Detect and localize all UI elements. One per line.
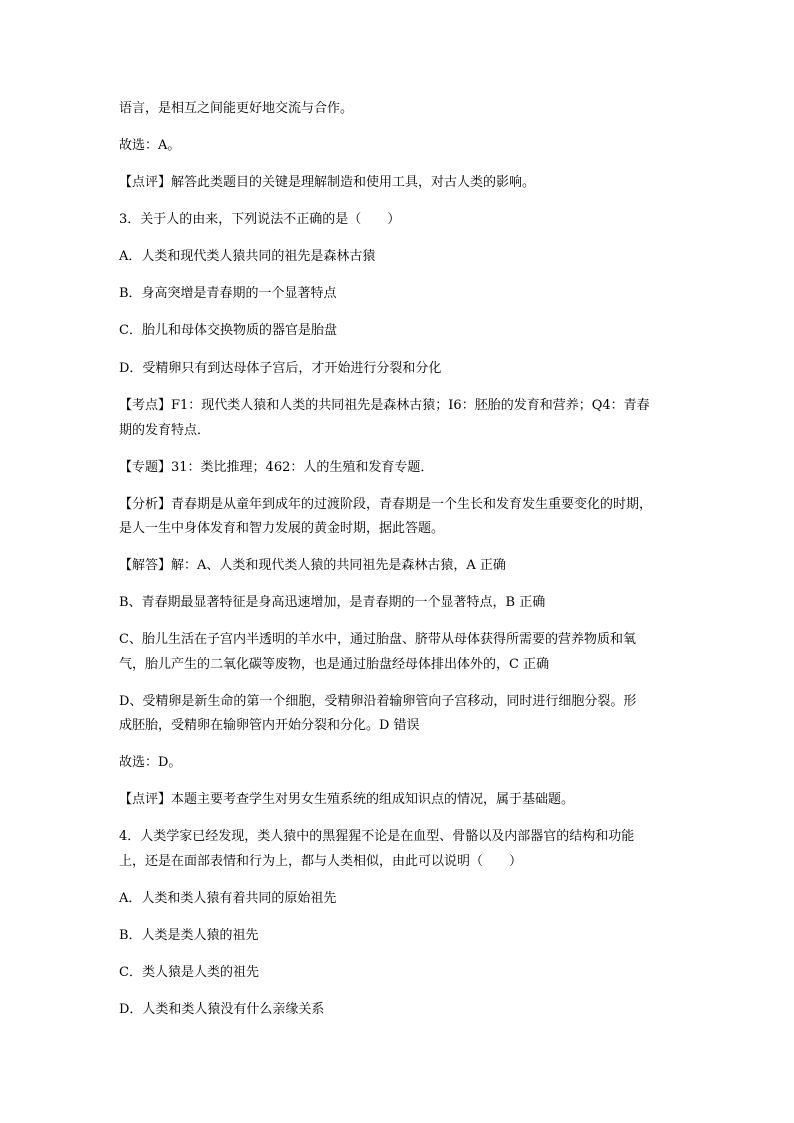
question-4-stem-line-2: 上，还是在面部表情和行为上，都与人类相似，由此可以说明（ ） bbox=[119, 854, 523, 869]
question-3-jieda-d-line-2: 成胚胎，受精卵在输卵管内开始分裂和分化。D 错误 bbox=[119, 718, 420, 733]
question-3-answer: 故选：D。 bbox=[119, 755, 182, 770]
question-3-fenxi-line-1: 【分析】青春期是从童年到成年的过渡阶段，青春期是一个生长和发育发生重要变化的时期， bbox=[119, 497, 653, 512]
question-4-option-c: C．类人猿是人类的祖先 bbox=[119, 965, 259, 980]
question-3-fenxi-line-2: 是人一生中身体发育和智力发展的黄金时期，据此答题。 bbox=[119, 521, 445, 536]
question-3-jieda-a: 【解答】解：A、人类和现代类人猿的共同祖先是森林古猿，A 正确 bbox=[119, 558, 506, 573]
question-4-option-b: B．人类是类人猿的祖先 bbox=[119, 928, 259, 943]
question-3-kaodian-line-2: 期的发育特点． bbox=[119, 423, 211, 438]
question-4-stem-line-1: 4．人类学家已经发现，类人猿中的黑猩猩不论是在血型、骨骼以及内部器官的结构和功能 bbox=[119, 829, 635, 844]
question-3-option-d: D．受精卵只有到达母体子宫后，才开始进行分裂和分化 bbox=[119, 361, 442, 376]
text-line-answer-2: 故选：A。 bbox=[119, 138, 181, 153]
question-3-option-c: C．胎儿和母体交换物质的器官是胎盘 bbox=[119, 323, 337, 338]
question-3-jieda-c-line-1: C、胎儿生活在子宫内半透明的羊水中，通过胎盘、脐带从母体获得所需要的营养物质和氧 bbox=[119, 632, 636, 647]
question-3-stem: 3．关于人的由来，下列说法不正确的是（ ） bbox=[119, 212, 401, 227]
question-3-dianping: 【点评】本题主要考查学生对男女生殖系统的组成知识点的情况，属于基础题。 bbox=[119, 792, 575, 807]
question-4-option-d: D．人类和类人猿没有什么亲缘关系 bbox=[119, 1002, 325, 1017]
question-3-option-a: A．人类和现代类人猿共同的祖先是森林古猿 bbox=[119, 249, 376, 264]
question-4-option-a: A．人类和类人猿有着共同的原始祖先 bbox=[119, 891, 337, 906]
question-3-kaodian-line-1: 【考点】F1：现代类人猿和人类的共同祖先是森林古猿；I6：胚胎的发育和营养；Q4：青春 bbox=[119, 398, 650, 413]
question-3-jieda-c-line-2: 气，胎儿产生的二氧化碳等废物，也是通过胎盘经母体排出体外的，C 正确 bbox=[119, 657, 550, 672]
text-line-continuation: 语言，是相互之间能更好地交流与合作。 bbox=[119, 101, 354, 116]
question-3-option-b: B．身高突增是青春期的一个显著特点 bbox=[119, 286, 337, 301]
text-line-comment-2: 【点评】解答此类题目的关键是理解制造和使用工具，对古人类的影响。 bbox=[119, 175, 536, 190]
question-3-jieda-b: B、青春期最显著特征是身高迅速增加，是青春期的一个显著特点，B 正确 bbox=[119, 595, 546, 610]
question-3-zhuanti: 【专题】31：类比推理；462：人的生殖和发育专题． bbox=[119, 460, 434, 475]
question-3-jieda-d-line-1: D、受精卵是新生命的第一个细胞，受精卵沿着输卵管向子宫移动，同时进行细胞分裂。形 bbox=[119, 694, 637, 709]
